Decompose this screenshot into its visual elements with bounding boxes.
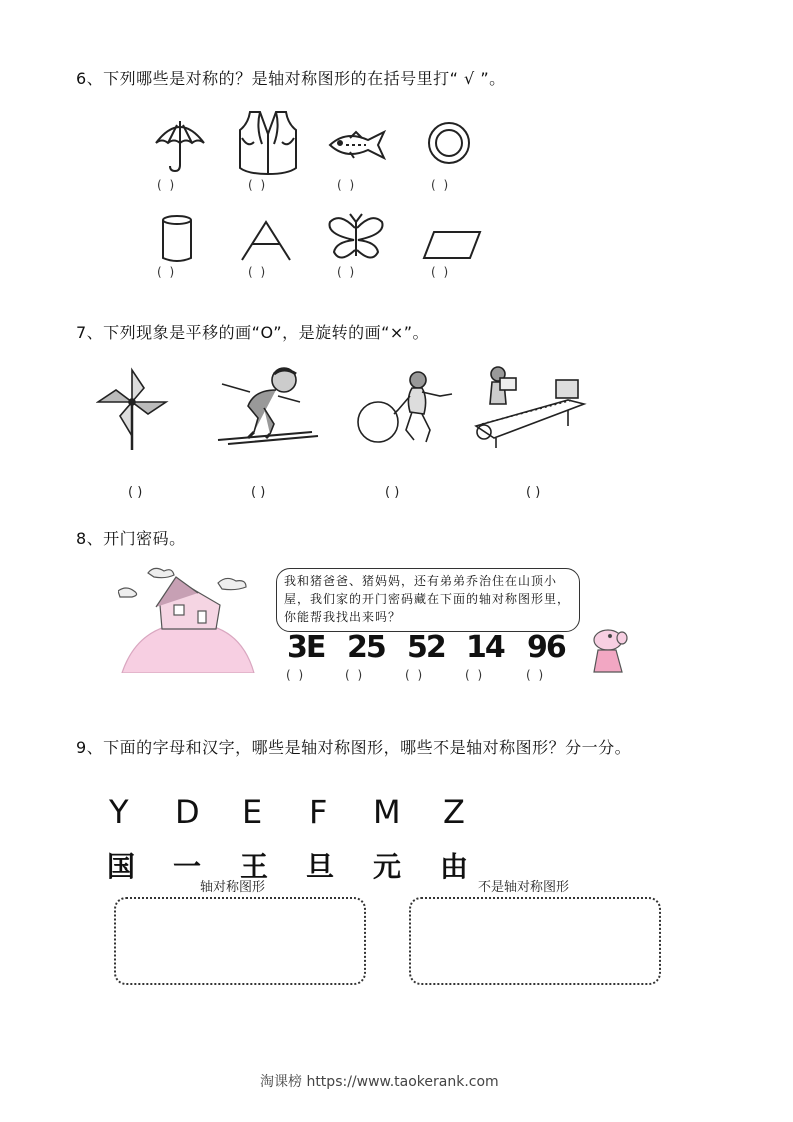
code-figure: 3E [287,630,325,665]
code-figure: 96 [527,630,565,665]
symmetric-answer-box[interactable] [114,897,366,985]
letter-y: Y [109,793,129,831]
cylinder-icon [160,214,194,264]
answer-paren[interactable]: ( ) [465,668,485,682]
answer-paren[interactable]: ( ) [286,668,306,682]
answer-paren[interactable]: ( ) [337,178,357,192]
speech-bubble-text: 我和猪爸爸、猪妈妈，还有弟弟乔治住在山顶小屋，我们家的开门密码藏在下面的轴对称图形里，你能帮我找出来吗？ [284,574,571,624]
hanzi-wang: 王 [240,850,269,883]
butterfly-icon [326,212,386,264]
question-8-title: 8、开门密码。 [76,529,186,548]
box-left-label: 轴对称图形 [200,880,266,895]
hanzi-yi: 一 [173,850,202,883]
code-figure: 14 [466,630,504,665]
skier-icon [214,362,322,446]
answer-paren[interactable]: ( ) [128,485,143,500]
answer-paren[interactable]: ( ) [337,265,357,279]
hanzi-dan: 旦 [306,850,335,883]
answer-paren[interactable]: ( ) [526,485,541,500]
answer-paren[interactable]: ( ) [251,485,266,500]
pinwheel-icon [96,366,170,452]
peppa-pig-icon [590,628,630,678]
question-9-title: 9、下面的字母和汉字，哪些是轴对称图形，哪些不是轴对称图形？分一分。 [76,738,632,757]
answer-paren[interactable]: ( ) [385,485,400,500]
umbrella-icon [150,115,210,175]
answer-paren[interactable]: ( ) [157,265,177,279]
answer-paren[interactable]: ( ) [431,265,451,279]
letter-a-icon [238,218,294,262]
vest-icon [238,108,298,176]
non-symmetric-answer-box[interactable] [409,897,661,985]
answer-paren[interactable]: ( ) [345,668,365,682]
box-right-label: 不是轴对称图形 [478,880,570,895]
answer-paren[interactable]: ( ) [526,668,546,682]
letter-d: D [175,793,200,831]
hanzi-guo: 国 [107,850,136,883]
answer-paren[interactable]: ( ) [157,178,177,192]
ring-icon [426,120,472,166]
answer-paren[interactable]: ( ) [248,265,268,279]
answer-paren[interactable]: ( ) [405,668,425,682]
letter-z: Z [443,793,465,831]
answer-paren[interactable]: ( ) [431,178,451,192]
boy-pushing-ball-icon [356,368,458,448]
hanzi-you: 由 [440,850,469,883]
letter-e: E [242,793,263,831]
footer-watermark: 淘课榜 https://www.taokerank.com [260,1074,499,1090]
question-6-title: 6、下列哪些是对称的？是轴对称图形的在括号里打“ √ ”。 [76,69,506,88]
parallelogram-icon [420,228,484,262]
hanzi-yuan: 元 [373,850,402,883]
question-7-title: 7、下列现象是平移的画“O”，是旋转的画“×”。 [76,323,430,342]
code-figure: 25 [347,630,385,665]
letter-m: M [373,793,401,831]
conveyor-belt-icon [472,364,590,448]
hilltop-house-illustration [118,565,258,673]
letter-f: F [309,793,328,831]
fish-icon [326,128,388,162]
code-figure: 52 [407,630,445,665]
answer-paren[interactable]: ( ) [248,178,268,192]
